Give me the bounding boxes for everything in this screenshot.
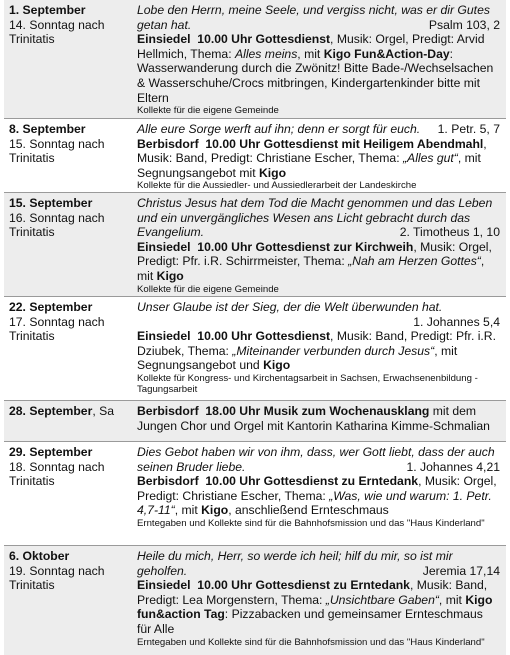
service-cell [137,546,506,655]
service-details: Einsiedel 10.00 Uhr Gottesdienst, Musik: Orgel, Predigt: Arvid Hellmich, Thema: Alles meins, mit Kigo Fun&Action-Day: Wasserwanderung durch die Zwönitz! Bitte Bade-/Wechselsachen & Wasserschuhe/Crocs mitbringen, Kindergartenkinder bitte mit Eltern [137,32,494,105]
service-details: Berbisdorf 10.00 Uhr Gottesdienst zu Erntedank, Musik: Orgel, Predigt: Christiane Escher, Thema: „Was, wie und warum: 1. Petr. 4,7-11“, mit Kigo, anschließend Ernteschmaus [137,474,497,518]
service-details: Einsiedel 10.00 Uhr Gottesdienst, Musik: Band, Predigt: Pfr. i.R. Dziubek, Thema: „Miteinander verbunden durch Jesus“, mit Segnungsangebot und Kigo [137,329,496,373]
service-cell [137,0,506,118]
liturgical-day: 18. Sonntag nach Trinitatis [9,459,105,489]
schedule-row [4,297,506,401]
collection-note: Erntegaben und Kollekte sind für die Bahnhofsmission und das "Haus Kinderland" [137,517,485,529]
bible-verse: Unser Glaube ist der Sieg, der die Welt überwunden hat. 1. Johannes 5,4 [137,300,500,329]
liturgical-day: 14. Sonntag nach Trinitatis [9,17,105,47]
weekday: , Sa [92,404,115,418]
date-cell [4,193,137,296]
schedule-row [4,546,506,655]
verse-reference: 2. Timotheus 1, 10 [399,225,500,240]
bible-verse: Dies Gebot haben wir von ihm, dass, wer Gott liebt, dass der auch seinen Bruder liebe. 1. Johannes 4,21 [137,445,500,474]
date: 6. Oktober [9,549,70,563]
verse-reference: 1. Petr. 5, 7 [437,122,500,136]
service-details: Einsiedel 10.00 Uhr Gottesdienst zu Erntedank, Musik: Band, Predigt: Lea Morgenstern, Thema: „Unsichtbare Gaben“, mit Kigo fun&action Tag: Pizzabacken und gemeinsamer Ernteschmaus für Alle [137,578,493,636]
schedule-row [4,119,506,193]
liturgical-day: 16. Sonntag nach Trinitatis [9,210,105,240]
date: 29. September [9,445,93,459]
schedule-row [4,401,506,442]
bible-verse: Heile du mich, Herr, so werde ich heil; hilf du mir, so ist mir geholfen. Jeremia 17,14 [137,549,500,578]
bible-verse: Alle eure Sorge werft auf ihn; denn er sorgt für euch. 1. Petr. 5, 7 [137,122,500,136]
date-cell [4,401,137,441]
collection-note: Kollekte für die eigene Gemeinde [137,283,279,295]
date: 22. September [9,300,93,314]
liturgical-day: 15. Sonntag nach Trinitatis [9,136,105,166]
date: 8. September [9,122,86,136]
service-cell [137,442,506,545]
bible-verse: Christus Jesus hat dem Tod die Macht genommen und das Leben und ein unvergängliches Wesen ans Licht gebracht durch das Evangelium. 2. Timotheus 1, 10 [137,196,500,240]
service-cell [137,193,506,296]
liturgical-day: 17. Sonntag nach Trinitatis [9,314,105,344]
verse-reference: Jeremia 17,14 [422,563,500,578]
collection-note: Kollekte für die Aussiedler- und Aussiedlerarbeit der Landeskirche [137,180,417,192]
schedule-row [4,193,506,297]
liturgical-day: 19. Sonntag nach Trinitatis [9,563,105,593]
verse-reference: Psalm 103, 2 [428,17,500,32]
date: 1. September [9,3,86,17]
service-schedule-table [4,0,506,655]
collection-note: Kollekte für die eigene Gemeinde [137,105,279,117]
schedule-row [4,442,506,546]
service-cell [137,297,506,400]
service-cell [137,119,506,192]
collection-note: Kollekte für Kongress- und Kirchentagsarbeit in Sachsen, Erwachsenenbildung - Tagungsarbeit [137,372,478,396]
date: 28. September [9,404,93,418]
date-line [9,404,114,418]
date: 15. September [9,196,93,210]
date-cell [4,546,137,655]
schedule-row [4,0,506,119]
collection-note: Erntegaben und Kollekte sind für die Bahnhofsmission und das "Haus Kinderland" [137,636,485,648]
service-details: Berbisdorf 18.00 Uhr Musik zum Wochenausklang mit dem Jungen Chor und Orgel mit Kantorin Katharina Kimme-Schmalian [137,404,490,433]
bible-verse: Lobe den Herrn, meine Seele, und vergiss nicht, was er dir Gutes getan hat. Psalm 103, 2 [137,3,500,32]
date-cell [4,442,137,545]
date-cell [4,0,137,118]
service-details: Einsiedel 10.00 Uhr Gottesdienst zur Kirchweih, Musik: Orgel, Predigt: Pfr. i.R. Schirrmeister, Thema: „Nah am Herzen Gottes“, mit Kigo [137,239,492,283]
verse-reference: 1. Johannes 4,21 [406,459,500,474]
verse-reference: 1. Johannes 5,4 [413,314,500,329]
date-cell [4,119,137,192]
service-details: Berbisdorf 10.00 Uhr Gottesdienst mit Heiligem Abendmahl, Musik: Band, Predigt: Christiane Escher, Thema: „Alles gut“, mit Segnungsangebot mit Kigo [137,136,487,180]
date-cell [4,297,137,400]
service-cell [137,401,506,441]
